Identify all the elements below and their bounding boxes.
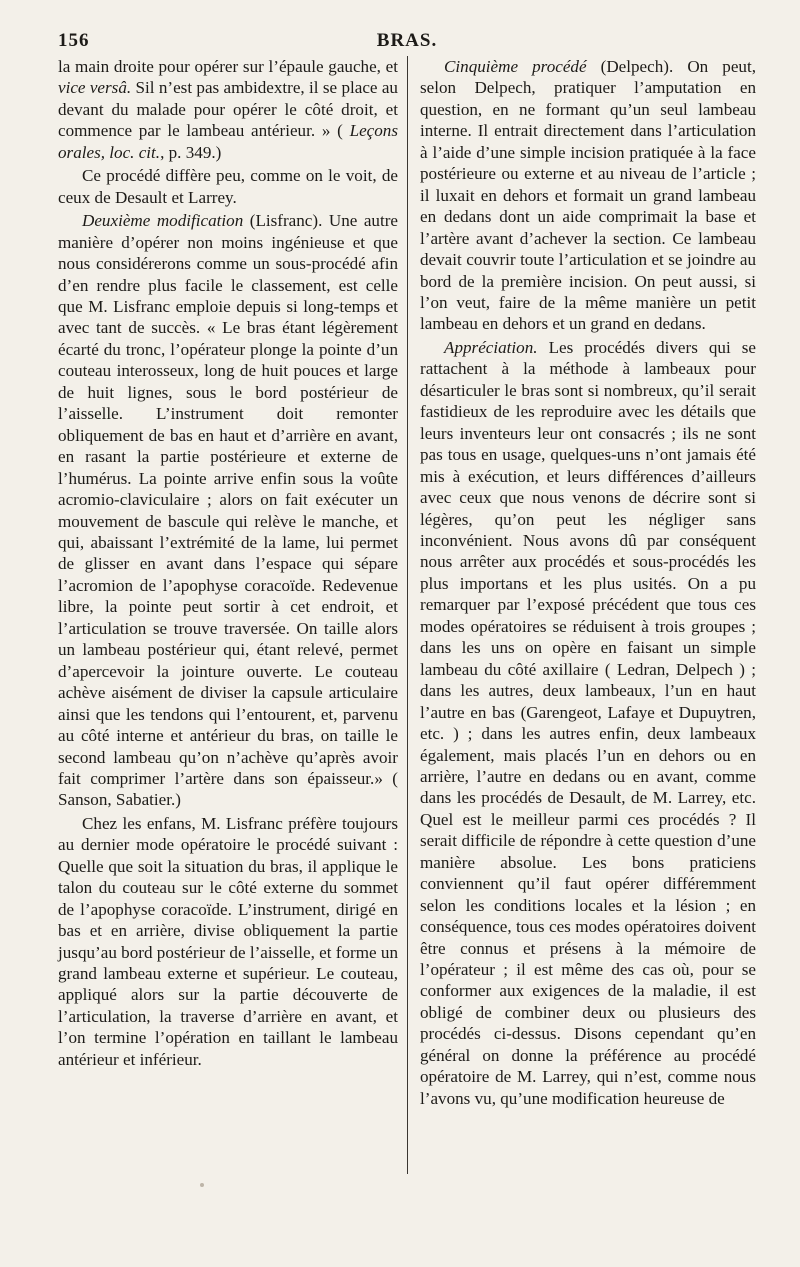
paragraph: Ce procédé diffère peu, comme on le voit, de ceux de Desault et Larrey. (58, 166, 398, 207)
paragraph: Deuxième modification (Lisfranc). Une autre manière d’opérer non moins ingénieuse et que nous considérerons comme un sous-procédé afin d’en rendre plus facile le classement, est celle que M. Lisfranc emploie depuis si long-temps et avec tant de succès. « Le bras étant légèrement écarté du tronc, l’opérateur plonge la pointe d’un couteau interosseux, long de huit pouces et large de huit lignes, sous le bord postérieur de l’aisselle. L’instrument doit remonter obliquement de bas en haut et d’arrière en avant, en rasant la partie postérieure et externe de l’humérus. La pointe arrive enfin sous la voûte acromio-claviculaire ; alors on fait exécuter un mouvement de bascule qui relève le manche, et qui, abaissant l’extrémité de la lame, lui permet de glisser en avant dans l’espace qui sépare l’acromion de l’apophyse coracoïde. Redevenue libre, la pointe peut sortir à cet endroit, et l’articulation se trouve traversée. On taille alors un lambeau postérieur qui, étant relevé, permet d’apercevoir la jointure ouverte. Le couteau achève aisément de diviser la capsule articulaire ainsi que les tendons qui l’entourent, et, parvenu au côté interne et antérieur du bras, on taille le second lambeau qu’on n’achève qu’après avoir fait comprimer l’artère dans son épaisseur.» ( Sanson, Sabatier.) (58, 211, 398, 810)
text-columns (58, 56, 756, 1111)
paragraph: Appréciation. Les procédés divers qui se rattachent à la méthode à lambeaux pour désarticuler le bras sont si nombreux, qu’il serait fastidieux de les reproduire avec les détails que leurs inventeurs leur ont consacrés ; ils ne sont pas tous en usage, quelques-uns n’ont jamais été mis à exécution, et leurs différences d’ailleurs avec ceux que nous venons de décrire sont si légères, qu’on peut les négliger sans inconvénient. Nous avons dû par conséquent nous arrêter aux procédés et sous-procédés les plus importans et les plus usités. On a pu remarquer par l’exposé précédent que tous ces modes opératoires se réduisent à trois groupes ; dans les uns on opère en faisant un simple lambeau du côté axillaire ( Ledran, Delpech ) ; dans les autres, deux lambeaux, l’un en haut l’autre en bas (Garengeot, Lafaye et Dupuytren, etc. ) ; dans les autres enfin, deux lambeaux également, mais placés l’un en dehors ou en arrière, l’autre en dedans ou en avant, comme dans les procédés de Desault, de M. Larrey, etc. Quel est le meilleur parmi ces procédés ? Il serait difficile de répondre à cette question d’une manière absolue. Les bons praticiens conviennent qu’il faut opérer différemment selon les conditions locales et la lésion ; en conséquence, tous ces modes opératoires doivent être connus et présens à la mémoire de l’opérateur ; il est même des cas où, pour se conformer aux exigences de la maladie, il est obligé de combiner deux ou plusieurs des procédés ci-dessus. Disons cependant qu’en général on donne la préférence au procédé opératoire de M. Larrey, qui n’est, comme nous l’avons vu, qu’une modification heureuse de (420, 337, 756, 1108)
section-heading: Cinquième procédé (444, 57, 587, 76)
page-header (58, 28, 756, 56)
page-number: 156 (58, 30, 90, 51)
paragraph: Cinquième procédé (Delpech). On peut, selon Delpech, pratiquer l’amputation en question, en ne formant qu’un seul lambeau interne. Il entrait directement dans l’articulation à l’aide d’une simple incision pratiquée à la face postérieure ou externe et au niveau de l’article ; il luxait en dehors et formait un grand lambeau en dedans dont un aide comprimait la base et l’artère avant d’achever la section. Ce lambeau devait couvrir toute l’articulation et se joindre au bord de la première incision. On peut aussi, si l’on veut, faire de la même manière un petit lambeau en dehors et un grand en dedans. (420, 57, 756, 334)
column-divider (407, 56, 408, 1174)
paragraph: la main droite pour opérer sur l’épaule gauche, et vice versâ. Sil n’est pas ambidextre, il se place au devant du malade pour opérer le côté droit, et commence par le lambeau antérieur. » ( Leçons orales, loc. cit., p. 349.) (58, 57, 398, 162)
paragraph: Chez les enfans, M. Lisfranc préfère toujours au dernier mode opératoire le procédé suivant : Quelle que soit la situation du bras, il applique le talon du couteau sur le côté externe du sommet de l’apophyse coracoïde. L’instrument, dirigé en bas et en arrière, divise obliquement la partie jusqu’au bord postérieur de l’aisselle, et forme un grand lambeau externe et supérieur. Le couteau, appliqué alors sur la partie découverte de l’articulation, la traverse d’arrière en avant, et l’on termine l’opération en taillant le lambeau antérieur et inférieur. (58, 813, 398, 1069)
running-head: BRAS. (376, 30, 438, 51)
right-column (420, 56, 756, 1111)
section-heading: Appréciation. (444, 337, 538, 357)
section-heading: Deuxième modification (82, 211, 244, 231)
ink-speck (200, 1183, 204, 1187)
left-column (58, 56, 398, 1111)
